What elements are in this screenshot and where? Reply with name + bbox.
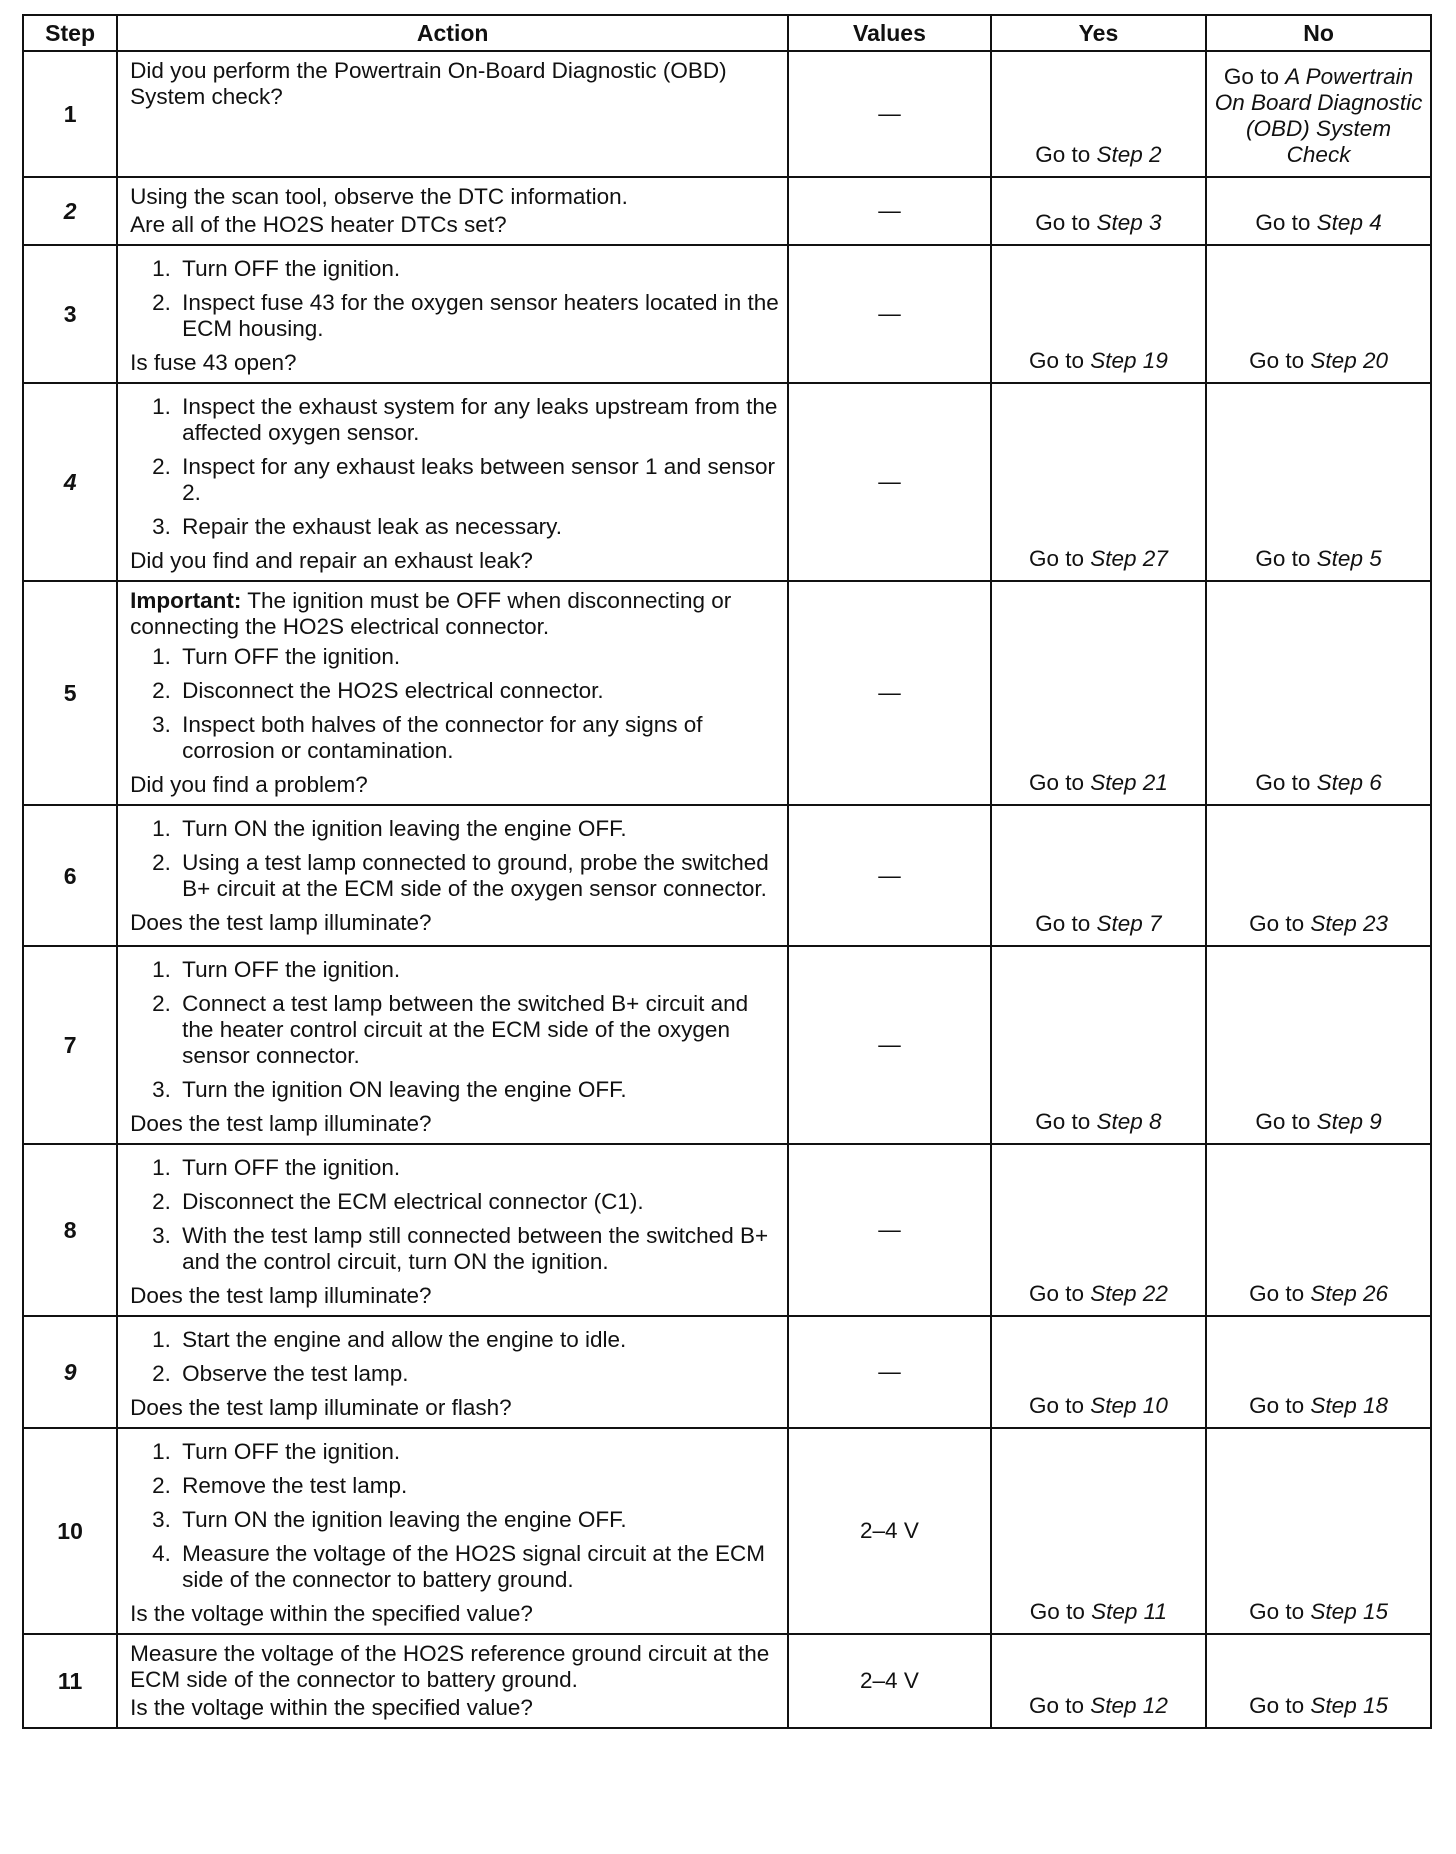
no-cell: [1206, 383, 1431, 581]
values-cell: —: [788, 383, 990, 581]
important-note: [130, 588, 779, 640]
yes-goto-prefix: Go to: [1035, 911, 1091, 936]
action-step-text: Inspect fuse 43 for the oxygen sensor heaters located in the ECM housing.: [182, 290, 779, 341]
yes-goto-prefix: Go to: [1028, 348, 1084, 373]
no-cell: [1206, 581, 1431, 805]
action-step-item: [152, 1223, 779, 1275]
no-goto-link[interactable]: Step 23: [1310, 911, 1388, 936]
action-step-number: 4.: [152, 1541, 171, 1566]
table-row: [23, 51, 1431, 177]
values-cell: —: [788, 1316, 990, 1428]
yes-goto-prefix: Go to: [1028, 546, 1084, 571]
step-number: 7: [23, 946, 117, 1144]
action-step-text: Repair the exhaust leak as necessary.: [182, 514, 562, 539]
diagnostic-table: [22, 14, 1432, 1729]
no-goto-prefix: Go to: [1249, 1393, 1305, 1418]
action-step-text: Start the engine and allow the engine to idle.: [182, 1327, 627, 1352]
yes-goto-link[interactable]: Step 27: [1090, 546, 1168, 571]
no-goto-prefix: Go to: [1255, 546, 1311, 571]
yes-goto-link[interactable]: Step 8: [1096, 1109, 1162, 1134]
action-step-number: 3.: [152, 1223, 171, 1248]
action-cell: [117, 1428, 788, 1634]
action-step-number: 1.: [152, 1155, 171, 1180]
action-step-item: [152, 712, 779, 764]
action-cell: [117, 1316, 788, 1428]
action-text: Measure the voltage of the HO2S reference ground circuit at the ECM side of the connector to battery ground.: [130, 1641, 770, 1692]
yes-goto-prefix: Go to: [1035, 1109, 1091, 1134]
table-row: [23, 1634, 1431, 1728]
no-goto-prefix: Go to: [1249, 911, 1305, 936]
table-row: [23, 1144, 1431, 1316]
yes-cell: [991, 1634, 1206, 1728]
action-step-number: 3.: [152, 1507, 171, 1532]
action-step-item: [152, 290, 779, 342]
action-cell: [117, 946, 788, 1144]
action-question: Is fuse 43 open?: [130, 350, 297, 375]
action-step-item: [152, 1473, 779, 1499]
action-step-number: 1.: [152, 816, 171, 841]
action-cell: [117, 581, 788, 805]
action-step-number: 1.: [152, 957, 171, 982]
action-steps: [130, 394, 779, 540]
action-step-text: Disconnect the ECM electrical connector (C1).: [182, 1189, 644, 1214]
action-step-text: Measure the voltage of the HO2S signal circuit at the ECM side of the connector to battery ground.: [182, 1541, 765, 1592]
values-cell: —: [788, 177, 990, 245]
values-cell: —: [788, 581, 990, 805]
table-row: [23, 1316, 1431, 1428]
action-step-item: [152, 644, 779, 670]
action-step-text: Remove the test lamp.: [182, 1473, 408, 1498]
no-goto-link[interactable]: Step 5: [1316, 546, 1382, 571]
no-cell: [1206, 1634, 1431, 1728]
yes-goto-prefix: Go to: [1035, 142, 1091, 167]
yes-goto-link[interactable]: Step 12: [1090, 1693, 1168, 1718]
no-goto-prefix: Go to: [1249, 1281, 1305, 1306]
table-row: [23, 946, 1431, 1144]
action-question: Did you find a problem?: [130, 772, 368, 797]
no-goto-link[interactable]: Step 20: [1310, 348, 1388, 373]
action-step-item: [152, 1077, 779, 1103]
action-question: Did you find and repair an exhaust leak?: [130, 548, 533, 573]
action-step-text: Turn OFF the ignition.: [182, 256, 401, 281]
action-step-number: 2.: [152, 454, 171, 479]
action-question: Is the voltage within the specified value?: [130, 1695, 533, 1720]
yes-goto-link[interactable]: Step 21: [1090, 770, 1168, 795]
action-cell: [117, 1144, 788, 1316]
action-step-text: Inspect for any exhaust leaks between sensor 1 and sensor 2.: [182, 454, 776, 505]
important-label: Important:: [130, 588, 242, 613]
values-cell: —: [788, 1144, 990, 1316]
yes-cell: [991, 1428, 1206, 1634]
action-step-number: 2.: [152, 1361, 171, 1386]
action-step-number: 1.: [152, 394, 171, 419]
action-step-text: Using a test lamp connected to ground, probe the switched B+ circuit at the ECM side of the oxygen sensor connector.: [182, 850, 769, 901]
action-question: Does the test lamp illuminate?: [130, 1111, 432, 1136]
yes-cell: [991, 581, 1206, 805]
no-goto-link[interactable]: Step 6: [1316, 770, 1382, 795]
action-step-text: Turn OFF the ignition.: [182, 644, 401, 669]
table-row: [23, 1428, 1431, 1634]
action-steps: [130, 957, 779, 1103]
action-step-text: Turn OFF the ignition.: [182, 1439, 401, 1464]
action-step-number: 1.: [152, 1327, 171, 1352]
action-step-number: 3.: [152, 712, 171, 737]
yes-cell: [991, 383, 1206, 581]
action-step-item: [152, 678, 779, 704]
no-goto-prefix: Go to: [1255, 210, 1311, 235]
no-cell: [1206, 805, 1431, 946]
action-step-text: Turn OFF the ignition.: [182, 1155, 401, 1180]
action-question: Does the test lamp illuminate or flash?: [130, 1395, 512, 1420]
yes-goto-prefix: Go to: [1028, 1393, 1084, 1418]
action-cell: [117, 245, 788, 383]
action-step-item: [152, 394, 779, 446]
header-row: [23, 15, 1431, 51]
table-row: [23, 581, 1431, 805]
no-goto-link[interactable]: A Powertrain On Board Diagnostic (OBD) System Check: [1214, 64, 1423, 167]
action-step-text: Turn OFF the ignition.: [182, 957, 401, 982]
action-step-text: Turn ON the ignition leaving the engine OFF.: [182, 816, 627, 841]
action-step-number: 2.: [152, 991, 171, 1016]
yes-goto-prefix: Go to: [1028, 1693, 1084, 1718]
no-cell: [1206, 1428, 1431, 1634]
action-step-number: 2.: [152, 1473, 171, 1498]
yes-goto-prefix: Go to: [1035, 210, 1091, 235]
action-text: Using the scan tool, observe the DTC information.: [130, 184, 628, 209]
action-step-text: Connect a test lamp between the switched B+ circuit and the heater control circuit at the ECM side of the oxygen sensor connector.: [182, 991, 749, 1068]
header-yes: Yes: [991, 15, 1206, 51]
action-steps: [130, 1439, 779, 1593]
no-cell: [1206, 946, 1431, 1144]
yes-cell: [991, 805, 1206, 946]
no-goto-link[interactable]: Step 18: [1310, 1393, 1388, 1418]
no-cell: [1206, 1316, 1431, 1428]
yes-goto-link[interactable]: Step 10: [1090, 1393, 1168, 1418]
action-steps: [130, 1155, 779, 1275]
action-step-text: Observe the test lamp.: [182, 1361, 409, 1386]
yes-goto-prefix: Go to: [1029, 1599, 1085, 1624]
yes-cell: [991, 177, 1206, 245]
yes-cell: [991, 51, 1206, 177]
action-cell: [117, 805, 788, 946]
yes-goto-link[interactable]: Step 11: [1091, 1599, 1167, 1624]
table-row: [23, 177, 1431, 245]
no-goto-prefix: Go to: [1249, 1599, 1305, 1624]
action-step-item: [152, 850, 779, 902]
action-cell: [117, 1634, 788, 1728]
header-no: No: [1206, 15, 1431, 51]
yes-goto-link[interactable]: Step 19: [1090, 348, 1168, 373]
yes-cell: [991, 1144, 1206, 1316]
table-row: [23, 805, 1431, 946]
action-step-number: 1.: [152, 644, 171, 669]
no-cell: [1206, 51, 1431, 177]
action-step-number: 2.: [152, 1189, 171, 1214]
no-goto-prefix: Go to: [1223, 64, 1279, 89]
action-cell: [117, 383, 788, 581]
yes-goto-link[interactable]: Step 3: [1096, 210, 1162, 235]
values-cell: —: [788, 946, 990, 1144]
action-step-item: [152, 991, 779, 1069]
no-cell: [1206, 245, 1431, 383]
action-step-item: [152, 957, 779, 983]
yes-goto-link[interactable]: Step 2: [1096, 142, 1162, 167]
action-step-number: 2.: [152, 290, 171, 315]
yes-goto-link[interactable]: Step 7: [1096, 911, 1162, 936]
no-cell: [1206, 177, 1431, 245]
action-step-item: [152, 1439, 779, 1465]
values-cell: 2–4 V: [788, 1428, 990, 1634]
action-step-text: With the test lamp still connected between the switched B+ and the control circuit, turn ON the ignition.: [182, 1223, 769, 1274]
table-row: [23, 383, 1431, 581]
yes-goto-prefix: Go to: [1028, 1281, 1084, 1306]
no-goto-prefix: Go to: [1255, 1109, 1311, 1134]
values-cell: —: [788, 805, 990, 946]
action-step-text: Disconnect the HO2S electrical connector.: [182, 678, 604, 703]
action-question: Does the test lamp illuminate?: [130, 910, 432, 935]
step-number: 10: [23, 1428, 117, 1634]
action-step-number: 3.: [152, 514, 171, 539]
values-cell: —: [788, 51, 990, 177]
no-goto-prefix: Go to: [1249, 1693, 1305, 1718]
values-cell: —: [788, 245, 990, 383]
header-step: Step: [23, 15, 117, 51]
table-row: [23, 245, 1431, 383]
action-step-number: 3.: [152, 1077, 171, 1102]
no-cell: [1206, 1144, 1431, 1316]
action-step-text: Turn the ignition ON leaving the engine OFF.: [182, 1077, 627, 1102]
yes-cell: [991, 1316, 1206, 1428]
step-number: 11: [23, 1634, 117, 1728]
no-goto-link[interactable]: Step 4: [1316, 210, 1382, 235]
action-cell: [117, 51, 788, 177]
no-goto-prefix: Go to: [1255, 770, 1311, 795]
action-step-text: Inspect both halves of the connector for any signs of corrosion or contamination.: [182, 712, 703, 763]
action-step-item: [152, 1155, 779, 1181]
no-goto-link[interactable]: Step 15: [1310, 1693, 1388, 1718]
action-step-item: [152, 256, 779, 282]
action-step-text: Inspect the exhaust system for any leaks upstream from the affected oxygen sensor.: [182, 394, 778, 445]
action-step-item: [152, 1541, 779, 1593]
step-number: 8: [23, 1144, 117, 1316]
step-number: 5: [23, 581, 117, 805]
header-action: Action: [117, 15, 788, 51]
yes-goto-link[interactable]: Step 22: [1090, 1281, 1168, 1306]
no-goto-prefix: Go to: [1249, 348, 1305, 373]
action-text: Did you perform the Powertrain On-Board Diagnostic (OBD) System check?: [130, 58, 727, 109]
action-steps: [130, 816, 779, 902]
step-number: 4: [23, 383, 117, 581]
action-step-number: 2.: [152, 678, 171, 703]
header-values: Values: [788, 15, 990, 51]
action-step-item: [152, 816, 779, 842]
step-number: 6: [23, 805, 117, 946]
action-step-item: [152, 454, 779, 506]
step-number: 2: [23, 177, 117, 245]
action-question: Are all of the HO2S heater DTCs set?: [130, 212, 507, 237]
action-step-number: 1.: [152, 256, 171, 281]
step-number: 3: [23, 245, 117, 383]
action-step-item: [152, 1189, 779, 1215]
action-steps: [130, 1327, 779, 1387]
action-step-text: Turn ON the ignition leaving the engine OFF.: [182, 1507, 627, 1532]
yes-goto-prefix: Go to: [1028, 770, 1084, 795]
no-goto-link[interactable]: Step 26: [1310, 1281, 1388, 1306]
action-step-number: 1.: [152, 1439, 171, 1464]
action-question: Is the voltage within the specified value?: [130, 1601, 533, 1626]
no-goto-link[interactable]: Step 9: [1316, 1109, 1382, 1134]
action-step-item: [152, 1327, 779, 1353]
yes-cell: [991, 245, 1206, 383]
values-cell: 2–4 V: [788, 1634, 990, 1728]
step-number: 9: [23, 1316, 117, 1428]
important-text: The ignition must be OFF when disconnecting or connecting the HO2S electrical connector.: [130, 588, 732, 639]
action-steps: [130, 644, 779, 764]
action-cell: [117, 177, 788, 245]
step-number: 1: [23, 51, 117, 177]
action-steps: [130, 256, 779, 342]
yes-cell: [991, 946, 1206, 1144]
action-step-item: [152, 514, 779, 540]
action-step-number: 2.: [152, 850, 171, 875]
action-question: Does the test lamp illuminate?: [130, 1283, 432, 1308]
action-step-item: [152, 1361, 779, 1387]
no-goto-link[interactable]: Step 15: [1310, 1599, 1388, 1624]
action-step-item: [152, 1507, 779, 1533]
